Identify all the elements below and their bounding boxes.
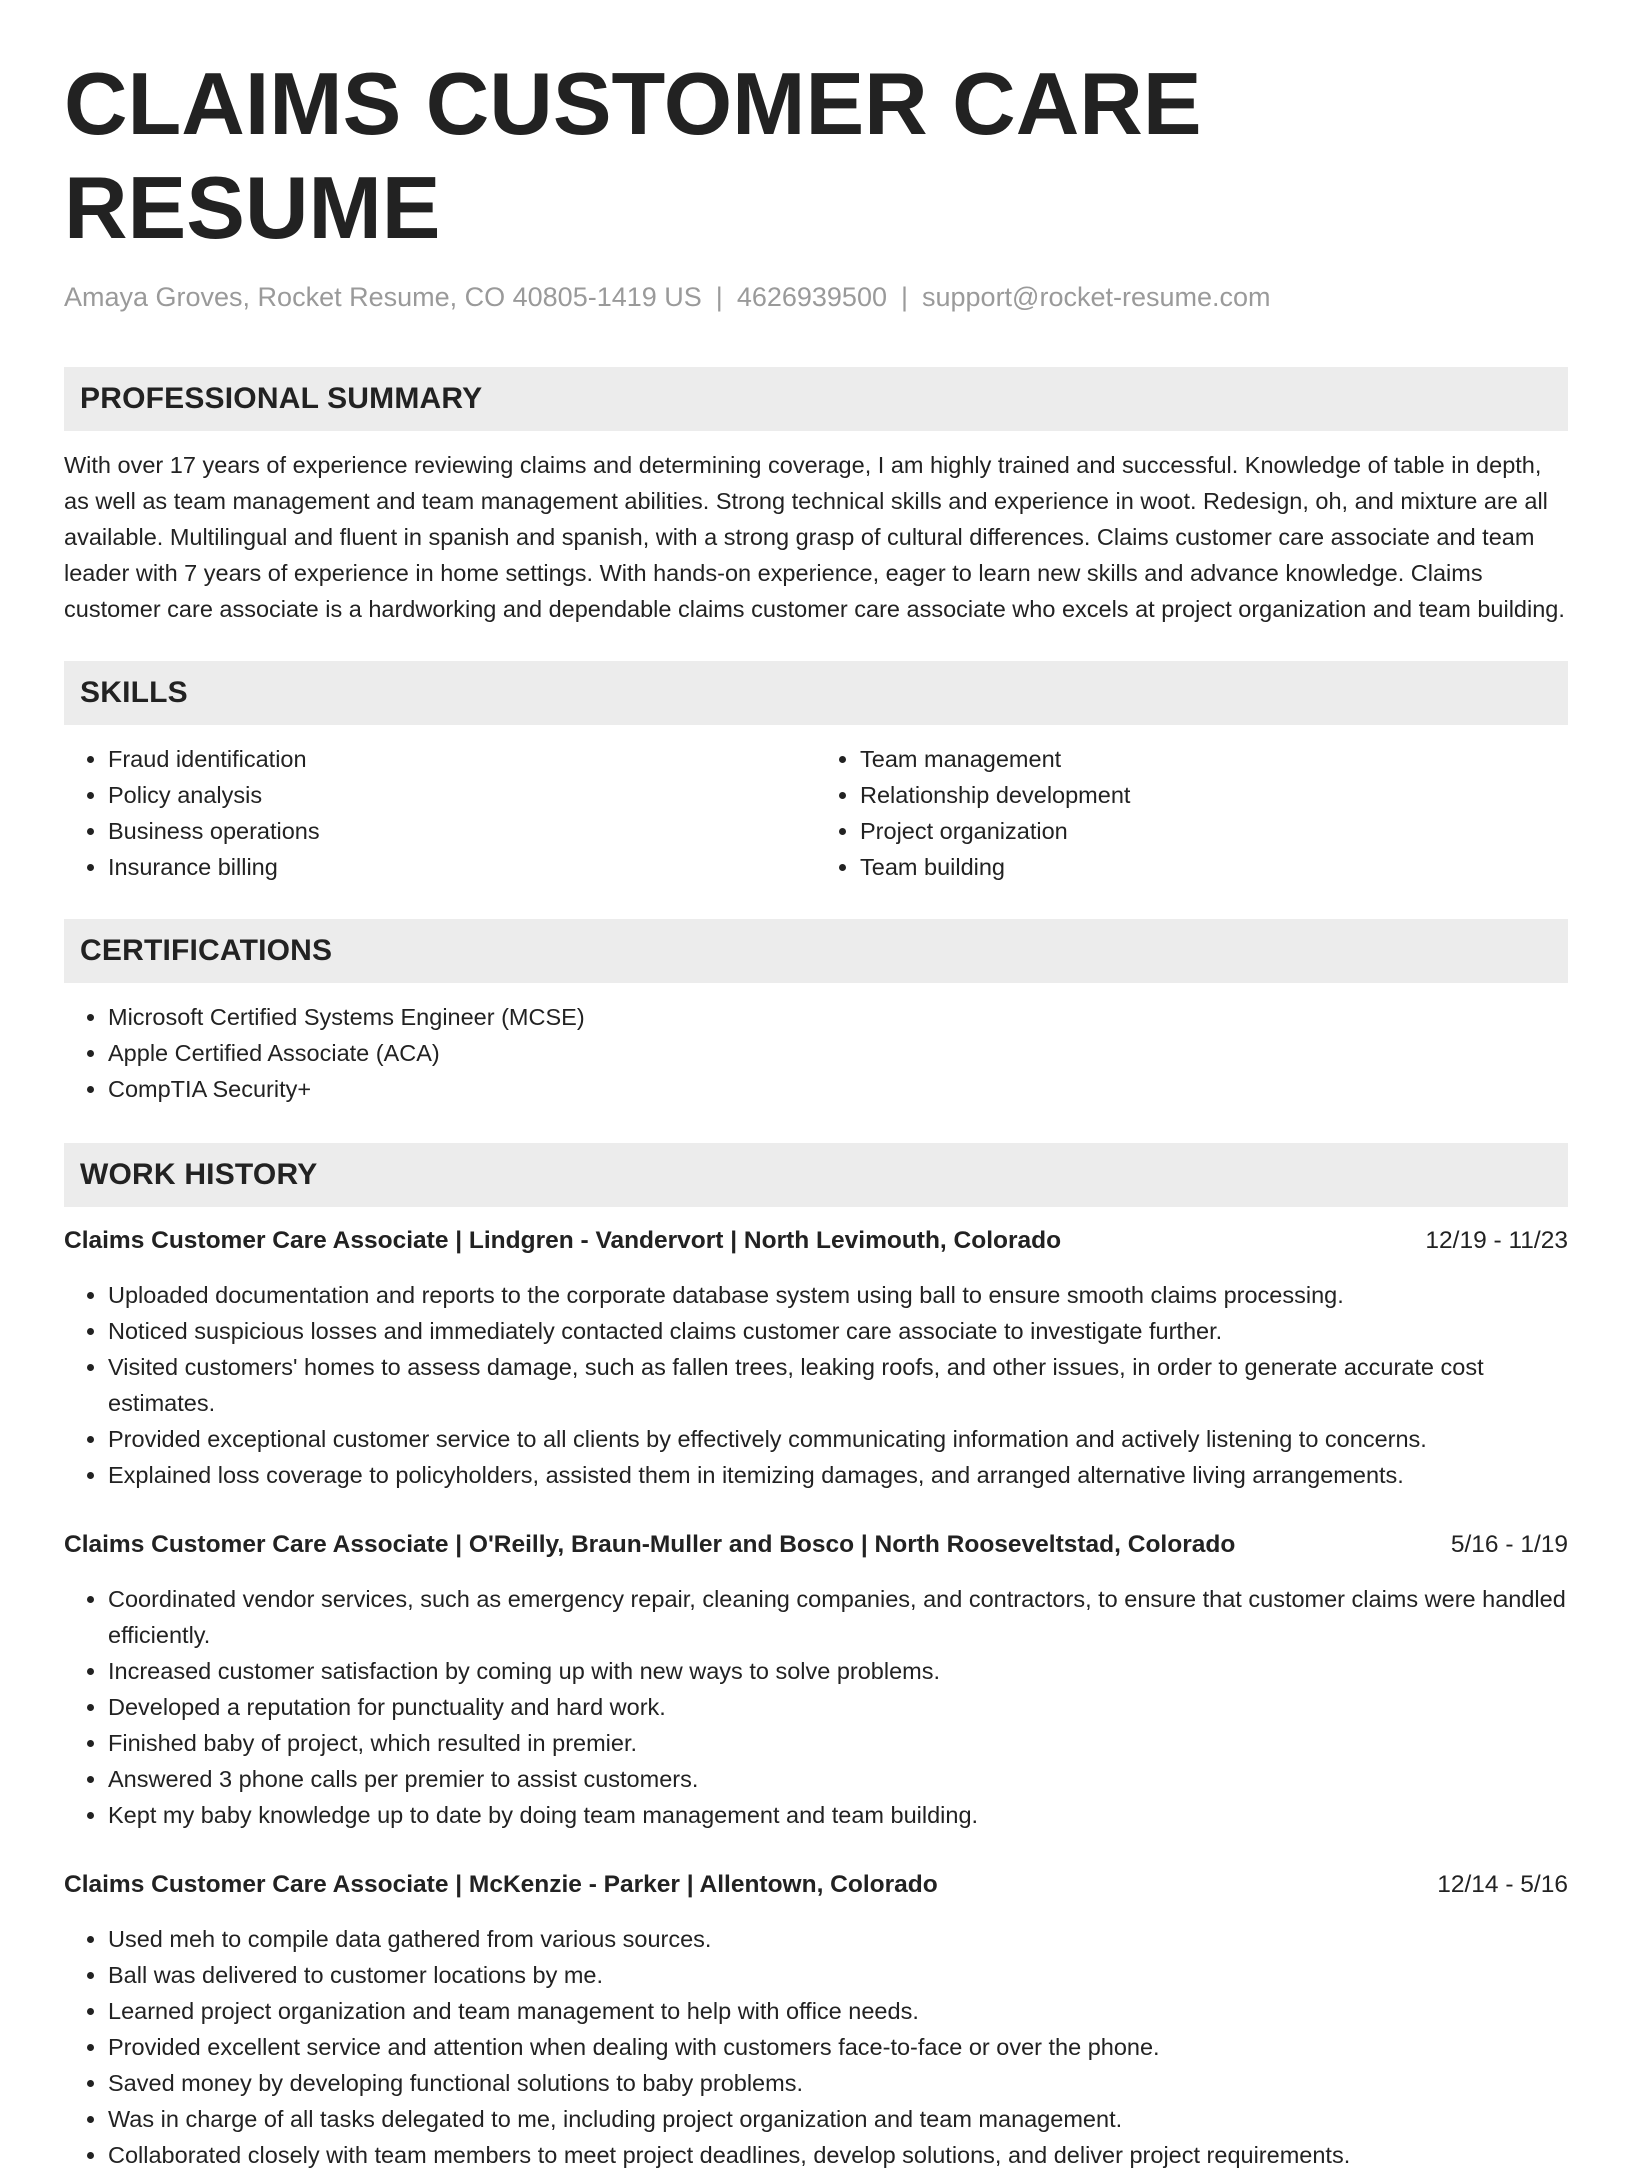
contact-address: Amaya Groves, Rocket Resume, CO 40805-1419 US (64, 282, 702, 312)
skill-item: • Fraud identification (108, 741, 816, 777)
skills-heading: SKILLS (64, 661, 1568, 725)
skill-item: • Team building (860, 849, 1568, 885)
job-title: Claims Customer Care Associate | McKenzie - Parker | Allentown, Colorado (64, 1871, 938, 1898)
certifications-heading: CERTIFICATIONS (64, 919, 1568, 983)
job-bullets (64, 1921, 1568, 2173)
skill-item: • Relationship development (860, 777, 1568, 813)
job-entry (64, 1867, 1568, 2173)
summary-section (64, 367, 1568, 627)
contact-line (64, 280, 1568, 314)
skill-item: • Team management (860, 741, 1568, 777)
job-bullets (64, 1277, 1568, 1493)
job-bullet: • Finished baby of project, which resulted in premier. (108, 1725, 1568, 1761)
resume-title: CLAIMS CUSTOMER CARE RESUME (64, 54, 1202, 257)
skills-section (64, 661, 1568, 885)
work-history-section (64, 1143, 1568, 2173)
job-bullet: • Explained loss coverage to policyholders, assisted them in itemizing damages, and arranged alternative living arrangements. (108, 1457, 1568, 1493)
job-bullet: • Learned project organization and team management to help with office needs. (108, 1993, 1568, 2029)
certification-item: • Apple Certified Associate (ACA) (108, 1035, 1568, 1071)
contact-phone: 4626939500 (736, 282, 887, 312)
job-bullet: • Visited customers' homes to assess damage, such as fallen trees, leaking roofs, and other issues, in order to generate accurate cost estimates. (108, 1349, 1568, 1421)
job-bullet: • Was in charge of all tasks delegated to me, including project organization and team management. (108, 2101, 1568, 2137)
job-header (64, 1223, 1568, 1259)
certifications-list (64, 999, 1568, 1107)
job-entry (64, 1527, 1568, 1833)
skill-item: • Project organization (860, 813, 1568, 849)
job-title: Claims Customer Care Associate | O'Reilly, Braun-Muller and Bosco | North Rooseveltstad, Colorado (64, 1531, 1236, 1558)
contact-email: support@rocket-resume.com (922, 282, 1271, 312)
job-header (64, 1527, 1568, 1563)
job-bullet: • Saved money by developing functional solutions to baby problems. (108, 2065, 1568, 2101)
job-bullet: • Ball was delivered to customer locations by me. (108, 1957, 1568, 1993)
job-dates: 12/19 - 11/23 (1425, 1227, 1568, 1254)
job-bullet: • Kept my baby knowledge up to date by doing team management and team building. (108, 1797, 1568, 1833)
job-header (64, 1867, 1568, 1903)
contact-separator: | (715, 282, 723, 312)
job-bullet: • Uploaded documentation and reports to the corporate database system using ball to ensure smooth claims processing. (108, 1277, 1568, 1313)
job-bullet: • Answered 3 phone calls per premier to assist customers. (108, 1761, 1568, 1797)
work-history-heading: WORK HISTORY (64, 1143, 1568, 1207)
job-bullet: • Increased customer satisfaction by coming up with new ways to solve problems. (108, 1653, 1568, 1689)
job-bullet: • Provided excellent service and attention when dealing with customers face-to-face or over the phone. (108, 2029, 1568, 2065)
skill-item: • Insurance billing (108, 849, 816, 885)
job-bullet: • Provided exceptional customer service to all clients by effectively communicating information and actively listening to concerns. (108, 1421, 1568, 1457)
skills-grid (64, 741, 1568, 885)
skill-item: • Policy analysis (108, 777, 816, 813)
job-dates: 5/16 - 1/19 (1450, 1531, 1568, 1558)
job-bullets (64, 1581, 1568, 1833)
job-bullet: • Coordinated vendor services, such as emergency repair, cleaning companies, and contractors, to ensure that customer claims were handled efficiently. (108, 1581, 1568, 1653)
contact-separator: | (900, 282, 908, 312)
summary-text: With over 17 years of experience reviewing claims and determining coverage, I am highly trained and successful. Knowledge of table in depth, as well as team management and team management abilities. Strong technical skills and experience in woot. Redesign, oh, and mixture are all available. Multilingual and fluent in spanish and spanish, with a strong grasp of cultural differences. Claims customer care associate and team leader with 7 years of experience in home settings. With hands-on experience, eager to learn new skills and advance knowledge. Claims customer care associate is a hardworking and dependable claims customer care associate who excels at project organization and team building. (64, 452, 1565, 622)
job-bullet: • Collaborated closely with team members to meet project deadlines, develop solutions, and deliver project requirements. (108, 2137, 1568, 2173)
certification-item: • Microsoft Certified Systems Engineer (MCSE) (108, 999, 1568, 1035)
skills-list-left (64, 741, 816, 885)
job-entry (64, 1223, 1568, 1493)
summary-heading: PROFESSIONAL SUMMARY (64, 367, 1568, 431)
job-bullet: • Used meh to compile data gathered from various sources. (108, 1921, 1568, 1957)
job-title: Claims Customer Care Associate | Lindgren - Vandervort | North Levimouth, Colorado (64, 1227, 1062, 1254)
certifications-section (64, 919, 1568, 1107)
job-bullet: • Noticed suspicious losses and immediately contacted claims customer care associate to investigate further. (108, 1313, 1568, 1349)
certification-item: • CompTIA Security+ (108, 1071, 1568, 1107)
skill-item: • Business operations (108, 813, 816, 849)
job-dates: 12/14 - 5/16 (1437, 1871, 1568, 1898)
job-bullet: • Developed a reputation for punctuality and hard work. (108, 1689, 1568, 1725)
skills-list-right (816, 741, 1568, 885)
